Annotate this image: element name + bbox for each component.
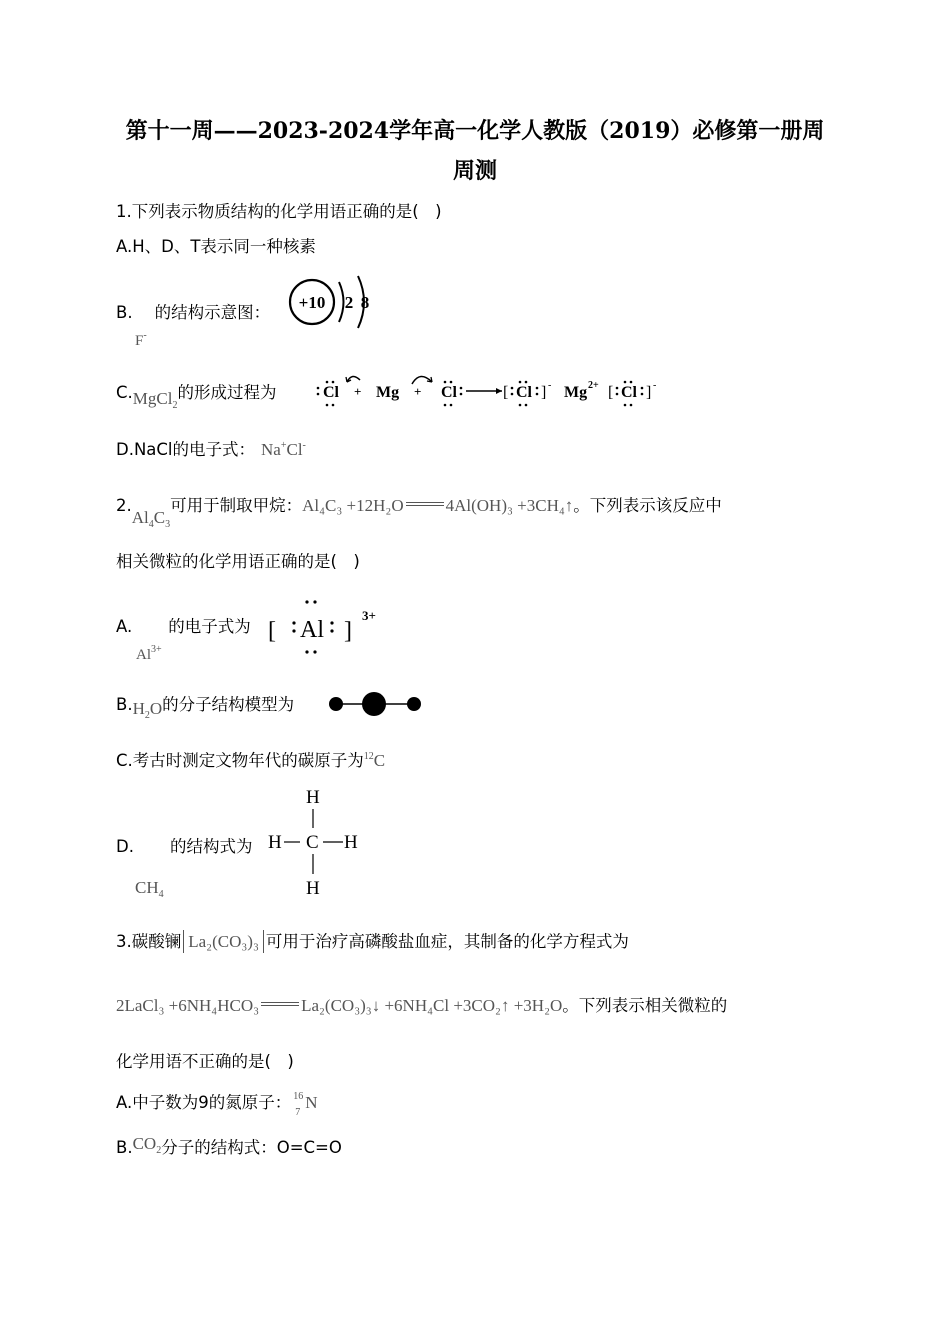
svg-text:-: - [653, 380, 657, 391]
q2-option-d: D. 的结构式为 [116, 837, 253, 856]
svg-text:]: ] [646, 384, 652, 401]
chloride-ion-right: Cl [621, 384, 637, 401]
q1-option-c [116, 382, 276, 411]
mg-atom: Mg [376, 384, 400, 401]
svg-text:H: H [344, 832, 358, 853]
svg-text:[: [ [268, 618, 276, 644]
q2-equation-rhs: 4Al(OH)₃ +3CH₄↑ [445, 496, 574, 515]
document-title-cont: 周测 [452, 158, 497, 184]
document-title: 第十一周——2023-2024学年高一化学人教版（2019）必修第一册周 [125, 118, 825, 144]
q1-b-text: 的结构示意图： [154, 303, 271, 322]
q1-option-b [116, 302, 270, 324]
q1-option-a: A.H、D、T表示同一种核素 [116, 237, 316, 256]
svg-text:[: [ [503, 384, 509, 401]
svg-text:H: H [268, 832, 282, 853]
nucleus-charge: +10 [298, 293, 326, 312]
al-ion-electron-formula [266, 596, 388, 658]
svg-text:Al: Al [300, 617, 324, 643]
svg-text:C: C [306, 832, 319, 853]
svg-text:H: H [306, 878, 320, 899]
q2-equation-equals [406, 502, 444, 506]
nacl-electron-formula: Na+Cl- [261, 440, 306, 459]
shell-2-electrons: 8 [360, 293, 370, 312]
q1-c-text: 的形成过程为 [177, 383, 277, 402]
svg-text:3+: 3+ [362, 608, 376, 623]
q2-equation-lhs: Al₄C₃ +12H₂O [302, 496, 404, 515]
q2-option-a: A. 的电子式为 [116, 617, 251, 636]
svg-text:[: [ [608, 384, 614, 401]
q2-b-formula: $H_2O$ [132, 699, 163, 721]
cl-atom-right: Cl [441, 384, 457, 401]
q3-equation-equals [261, 1002, 299, 1006]
q3-equation-line: 2LaCl₃ +6NH₄HCO₃ La₂(CO₃)₃↓ +6NH₄Cl +3CO₂↑ +3H₂O。下列表示相关微粒的 [116, 996, 728, 1015]
q3-stem-cont: 化学用语不正确的是( ) [116, 1052, 294, 1071]
q2-stem-cont: 相关微粒的化学用语正确的是( ) [116, 552, 360, 571]
q3-equation-lhs: 2LaCl₃ +6NH₄HCO₃ [116, 996, 260, 1015]
svg-text:+: + [414, 384, 422, 399]
q1-stem: 1.下列表示物质结构的化学用语正确的是( ) [116, 202, 442, 221]
q2-a-ion: $Al^{3+}$ [136, 644, 162, 663]
mgcl2-formation-diagram [314, 368, 670, 412]
magnesium-ion: Mg [564, 384, 588, 401]
q3-stem: 3.碳酸镧 La₂(CO₃)₃ 可用于治疗高磷酸盐血症，其制备的化学方程式为 [116, 932, 629, 951]
q1-option-d: D.NaCl的电子式： Na+Cl- [116, 440, 306, 459]
methane-structural-formula [266, 782, 368, 902]
svg-text:]: ] [541, 384, 547, 401]
cl-atom-left: Cl [323, 384, 339, 401]
svg-text:]: ] [344, 618, 352, 644]
q1-b-label: B. [116, 303, 133, 322]
carbon-isotope: $^{12}$C [363, 751, 386, 770]
nitrogen-isotope: 16 7 N [293, 1091, 318, 1118]
q2-option-b: $B.H_2O$的分子结构模型为 [116, 695, 295, 721]
shell-1-electrons: 2 [344, 293, 354, 312]
q1-c-formula: MgCl$_2$ [132, 389, 178, 411]
q3-option-b: $B.CO_2$分子的结构式：O=C=O [116, 1134, 342, 1157]
chloride-ion-left: Cl [516, 384, 532, 401]
svg-text:2+: 2+ [588, 380, 599, 391]
q2-formula: $Al_4C_3$ [131, 508, 171, 530]
svg-text:-: - [548, 380, 552, 391]
q2-stem: $2.Al_4C_3$可用于制取甲烷：Al₄C₃ +12H₂O 4Al(OH)₃ +3CH₄↑。下列表示该反应中 [116, 496, 722, 530]
q3-b-formula: $CO_2$ [132, 1134, 162, 1156]
svg-text:H: H [306, 787, 320, 808]
h2o-molecule-model [326, 688, 424, 720]
q2-option-c: C.考古时测定文物年代的碳原子为$^{12}$C [116, 751, 386, 770]
atom-structure-diagram [286, 272, 376, 336]
svg-text:+: + [354, 384, 362, 399]
lanthanum-carbonate-formula: La₂(CO₃)₃ [183, 930, 264, 953]
q3-option-a: A.中子数为9的氮原子： 16 7 N [116, 1092, 323, 1114]
q2-d-formula: $CH_4$ [135, 878, 164, 900]
q1-b-ion: F- [135, 330, 147, 349]
q1-c-label: C. [116, 383, 133, 402]
q3-equation-rhs: La₂(CO₃)₃↓ +6NH₄Cl +3CO₂↑ +3H₂O [301, 996, 563, 1015]
